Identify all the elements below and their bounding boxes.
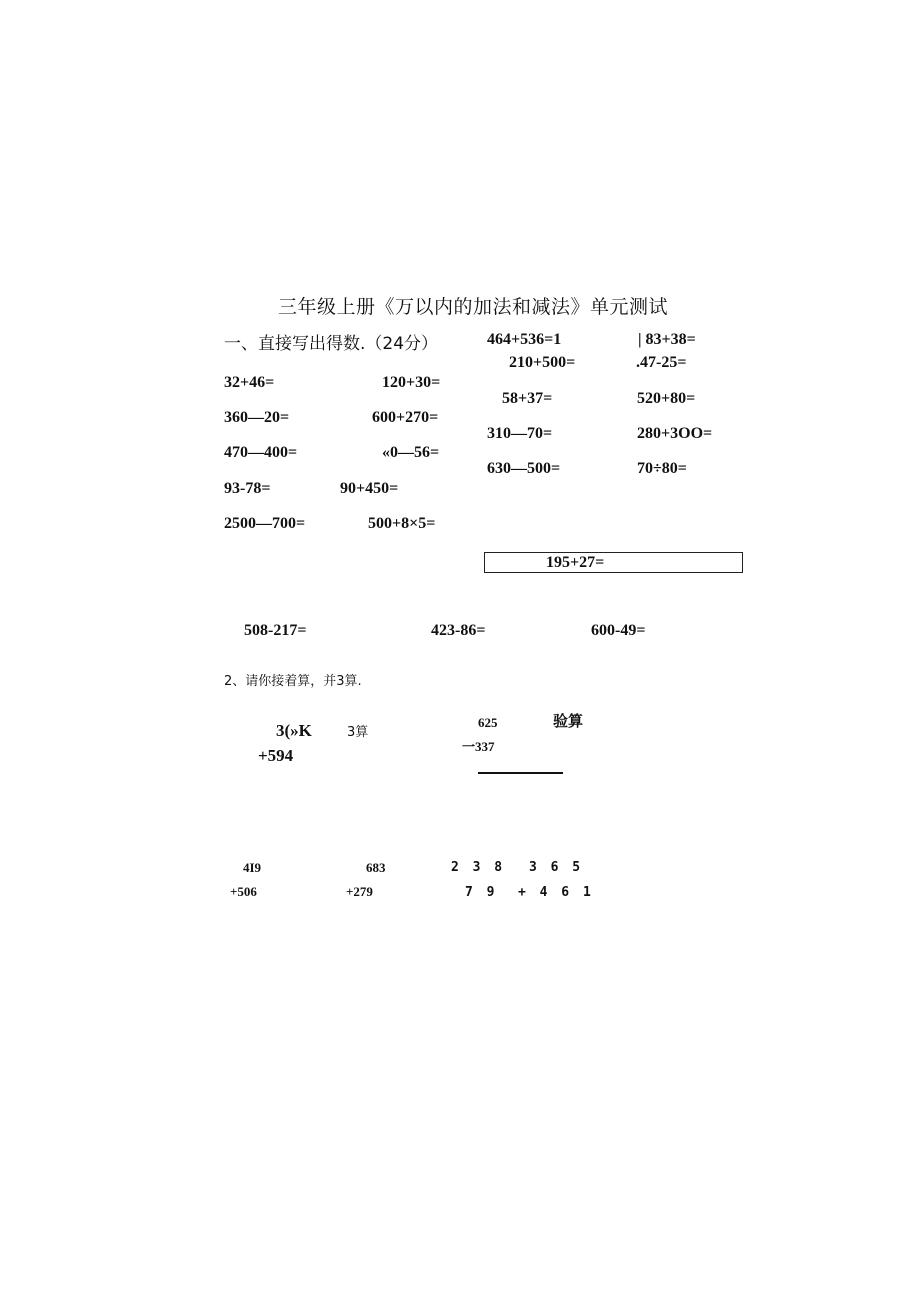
problem: 32+46= <box>224 374 275 391</box>
problem: 93-78= <box>224 480 271 497</box>
underline <box>478 772 563 774</box>
problem: 2500—700= <box>224 515 306 532</box>
problem: 120+30= <box>382 374 441 391</box>
problem: 508-217= <box>244 622 307 639</box>
boxed-problem-frame <box>484 552 743 573</box>
problem: 58+37= <box>502 390 553 407</box>
vertical-top: 2 3 8 <box>451 860 506 875</box>
problem: 464+536=1 <box>487 331 562 348</box>
check-label: 3算 <box>347 725 369 740</box>
vertical-bottom: 7 9 <box>465 885 498 900</box>
problem: 360—20= <box>224 409 290 426</box>
problem: 210+500= <box>509 354 576 371</box>
problem: 600-49= <box>591 622 646 639</box>
check-label: 验算 <box>553 712 584 730</box>
vertical-top: 683 <box>366 860 386 875</box>
problem: 310—70= <box>487 425 553 442</box>
problem: 600+270= <box>372 409 439 426</box>
problem: .47-25= <box>636 354 687 371</box>
vertical-bottom: +279 <box>346 884 373 899</box>
problem: 520+80= <box>637 390 696 407</box>
problem: 500+8×5= <box>368 515 436 532</box>
page-title: 三年级上册《万以内的加法和减法》单元测试 <box>278 296 669 318</box>
vertical-top: 3 6 5 <box>529 860 584 875</box>
vertical-bottom: +594 <box>258 746 294 765</box>
problem: 470—400= <box>224 444 298 461</box>
problem: 70÷80= <box>637 460 687 477</box>
vertical-top: 3(»K <box>276 721 312 740</box>
section-2-heading: 2、请你接着算，并3算. <box>224 674 362 689</box>
vertical-top: 625 <box>478 715 498 730</box>
problem: 90+450= <box>340 480 399 497</box>
vertical-bottom: 一337 <box>462 739 495 754</box>
problem: 423-86= <box>431 622 486 639</box>
boxed-problem: 195+27= <box>546 554 605 571</box>
vertical-bottom: +506 <box>230 884 257 899</box>
problem: | 83+38= <box>638 331 696 348</box>
section-1-heading: 一、直接写出得数.（24分） <box>224 334 439 354</box>
vertical-top: 4I9 <box>243 860 262 875</box>
problem: «0—56= <box>382 444 440 461</box>
problem: 630—500= <box>487 460 561 477</box>
problem: 280+3OO= <box>637 425 713 442</box>
vertical-bottom: + 4 6 1 <box>518 885 594 900</box>
